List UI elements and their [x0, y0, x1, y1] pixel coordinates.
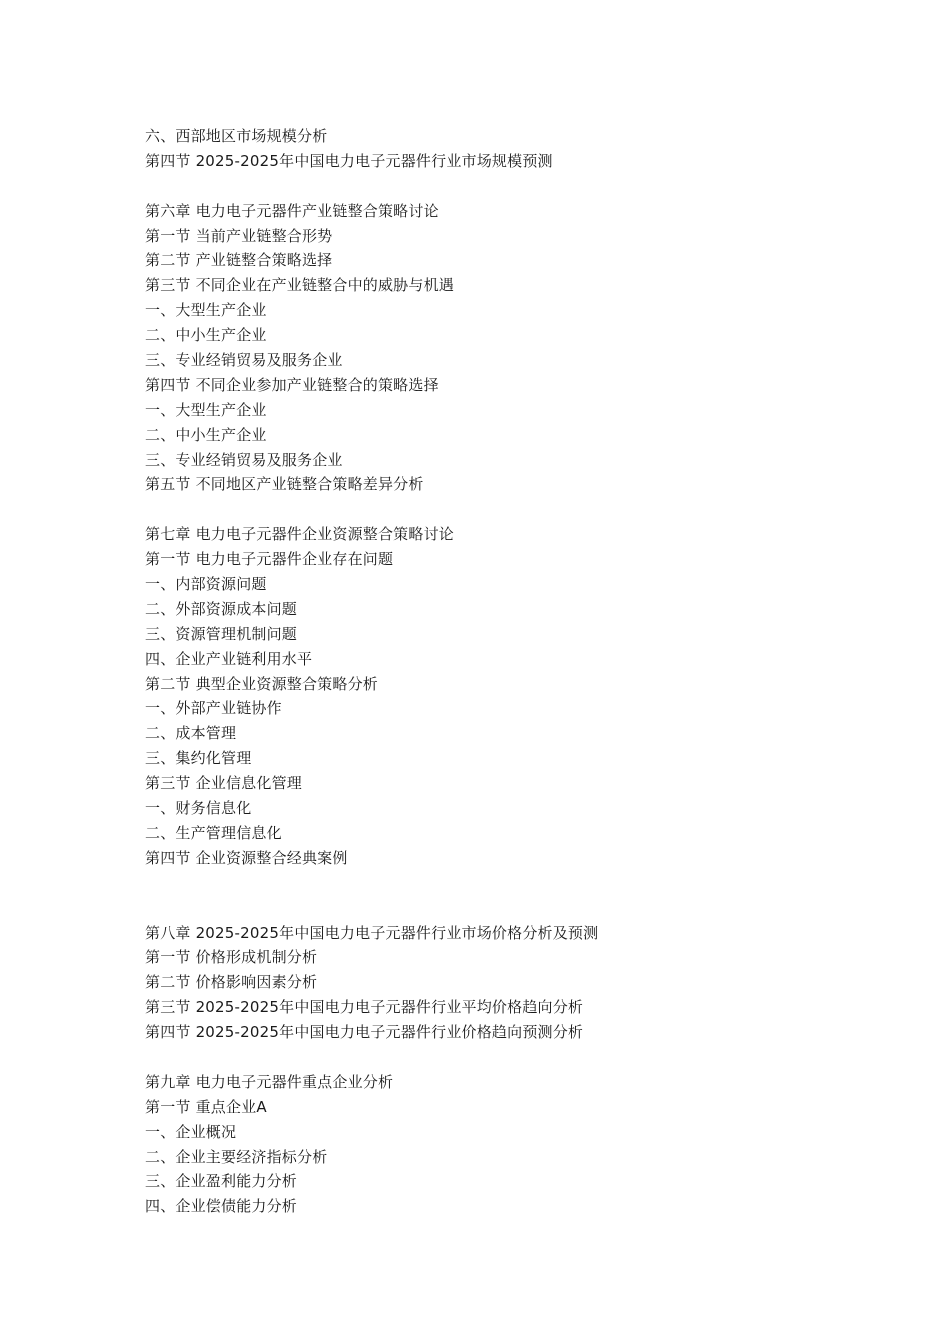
toc-line: 三、资源管理机制问题 — [145, 624, 298, 643]
toc-line: 一、大型生产企业 — [145, 400, 267, 419]
toc-line: 第一节 价格形成机制分析 — [145, 948, 318, 967]
toc-line: 三、专业经销贸易及服务企业 — [145, 351, 343, 370]
toc-line: 第三节 不同企业在产业链整合中的威胁与机遇 — [145, 276, 454, 295]
toc-line: 三、企业盈利能力分析 — [145, 1172, 298, 1191]
toc-line: 第二节 价格影响因素分析 — [145, 973, 318, 992]
toc-line: 三、专业经销贸易及服务企业 — [145, 450, 343, 469]
toc-line: 第四节 2025-2025年中国电力电子元器件行业价格趋向预测分析 — [145, 1023, 584, 1042]
toc-line: 第一节 电力电子元器件企业存在问题 — [145, 550, 394, 569]
chapter-heading: 第六章 电力电子元器件产业链整合策略讨论 — [145, 201, 439, 220]
blank-line — [145, 1045, 845, 1070]
toc-line: 二、企业主要经济指标分析 — [145, 1147, 328, 1166]
toc-line: 第二节 典型企业资源整合策略分析 — [145, 674, 378, 693]
chapter-heading: 第八章 2025-2025年中国电力电子元器件行业市场价格分析及预测 — [145, 923, 599, 942]
toc-line: 第四节 不同企业参加产业链整合的策略选择 — [145, 375, 439, 394]
toc-line: 一、外部产业链协作 — [145, 699, 282, 718]
toc-line: 第一节 重点企业A — [145, 1097, 267, 1116]
toc-line: 六、西部地区市场规模分析 — [145, 127, 328, 145]
toc-line: 一、企业概况 — [145, 1122, 237, 1141]
toc-line: 一、大型生产企业 — [145, 301, 267, 320]
toc-line: 二、中小生产企业 — [145, 326, 267, 345]
chapter-heading: 第七章 电力电子元器件企业资源整合策略讨论 — [145, 525, 454, 544]
toc-line: 第一节 当前产业链整合形势 — [145, 226, 333, 245]
toc-line: 四、企业产业链利用水平 — [145, 649, 313, 668]
toc-line: 一、内部资源问题 — [145, 575, 267, 594]
toc-line: 第四节 2025-2025年中国电力电子元器件行业市场规模预测 — [145, 151, 553, 170]
toc-line: 四、企业偿债能力分析 — [145, 1197, 298, 1216]
table-of-contents — [145, 124, 845, 1219]
toc-line: 三、集约化管理 — [145, 749, 252, 768]
toc-line: 第五节 不同地区产业链整合策略差异分析 — [145, 475, 424, 494]
blank-line — [145, 896, 845, 921]
toc-line: 第二节 产业链整合策略选择 — [145, 251, 333, 270]
toc-line: 二、生产管理信息化 — [145, 823, 282, 842]
toc-line: 一、财务信息化 — [145, 799, 252, 818]
blank-line — [145, 497, 845, 522]
blank-line — [145, 174, 845, 199]
toc-line: 第三节 企业信息化管理 — [145, 774, 302, 793]
toc-line: 第四节 企业资源整合经典案例 — [145, 848, 348, 867]
toc-line: 第三节 2025-2025年中国电力电子元器件行业平均价格趋向分析 — [145, 998, 584, 1017]
blank-line — [145, 871, 845, 896]
toc-line: 二、成本管理 — [145, 724, 237, 743]
toc-line: 二、中小生产企业 — [145, 425, 267, 444]
toc-line: 二、外部资源成本问题 — [145, 599, 298, 618]
chapter-heading: 第九章 电力电子元器件重点企业分析 — [145, 1072, 394, 1091]
